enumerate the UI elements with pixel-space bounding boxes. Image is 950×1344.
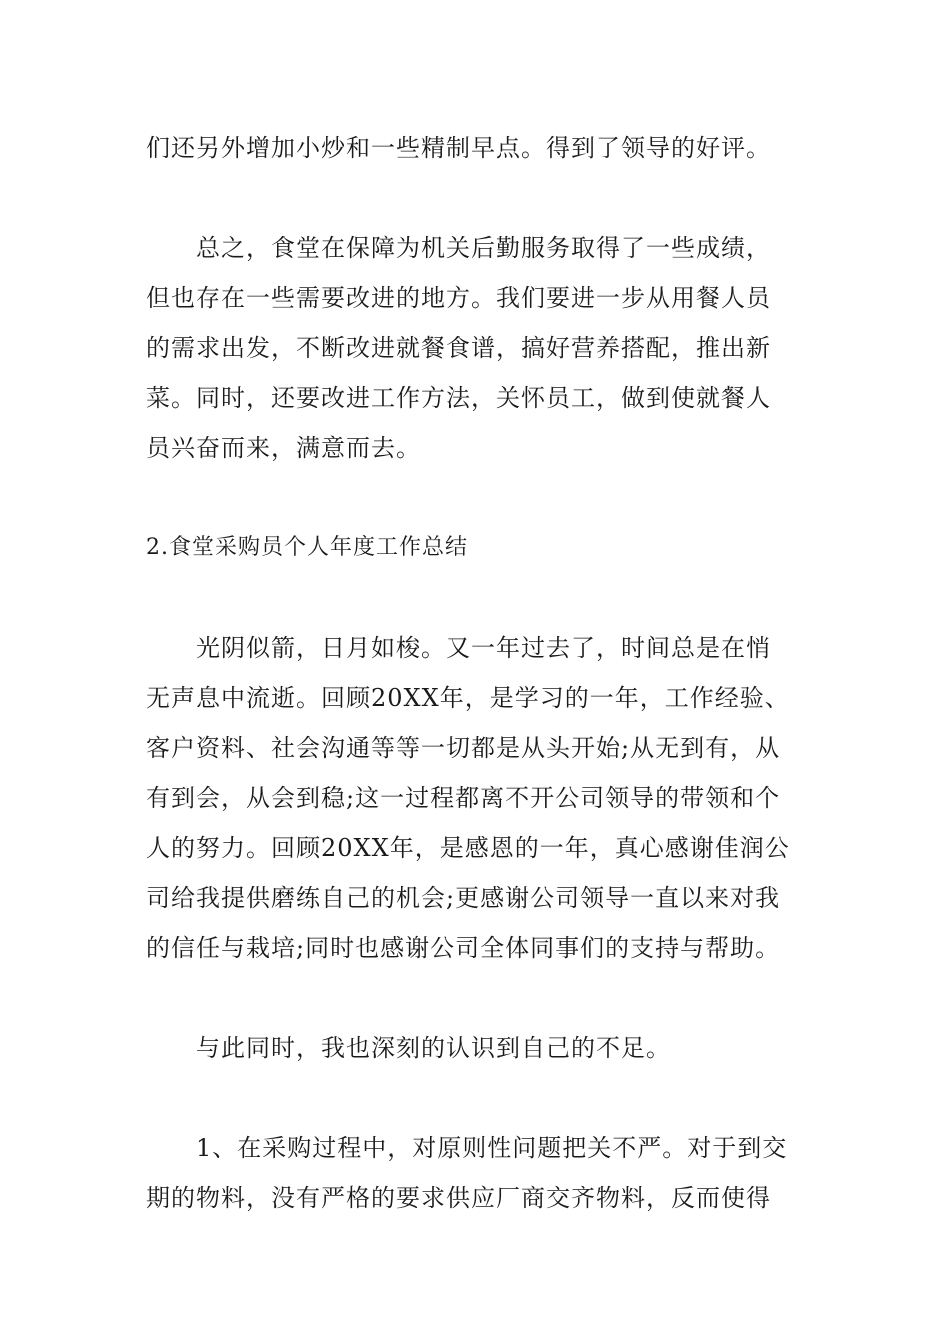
paragraph-line: 客户资料、社会沟通等等一切都是从头开始;从无到有，从 bbox=[146, 734, 781, 762]
paragraph-line: 菜。同时，还要改进工作方法，关怀员工，做到使就餐人 bbox=[146, 384, 771, 412]
paragraph-line: 总之，食堂在保障为机关后勤服务取得了一些成绩， bbox=[146, 234, 771, 262]
paragraph-line: 人的努力。回顾20XX年，是感恩的一年，真心感谢佳润公 bbox=[146, 834, 790, 862]
paragraph-line: 司给我提供磨练自己的机会;更感谢公司领导一直以来对我 bbox=[146, 884, 781, 912]
paragraph-line: 光阴似箭，日月如梭。又一年过去了，时间总是在悄 bbox=[146, 634, 771, 662]
paragraph-line: 有到会，从会到稳;这一过程都离不开公司领导的带领和个 bbox=[146, 784, 781, 812]
paragraph-line: 期的物料，没有严格的要求供应厂商交齐物料，反而使得 bbox=[146, 1184, 771, 1212]
paragraph-line: 1、在采购过程中，对原则性问题把关不严。对于到交 bbox=[146, 1134, 788, 1162]
paragraph-line: 员兴奋而来，满意而去。 bbox=[146, 434, 421, 462]
paragraph-line: 但也存在一些需要改进的地方。我们要进一步从用餐人员 bbox=[146, 284, 771, 312]
paragraph-line: 与此同时，我也深刻的认识到自己的不足。 bbox=[146, 1034, 671, 1062]
paragraph-line: 无声息中流逝。回顾20XX年，是学习的一年，工作经验、 bbox=[146, 684, 790, 712]
paragraph-line: 的信任与栽培;同时也感谢公司全体同事们的支持与帮助。 bbox=[146, 934, 781, 962]
paragraph-line: 们还另外增加小炒和一些精制早点。得到了领导的好评。 bbox=[146, 134, 771, 162]
section-heading: 2.食堂采购员个人年度工作总结 bbox=[146, 535, 468, 560]
paragraph-line: 的需求出发，不断改进就餐食谱，搞好营养搭配，推出新 bbox=[146, 334, 771, 362]
